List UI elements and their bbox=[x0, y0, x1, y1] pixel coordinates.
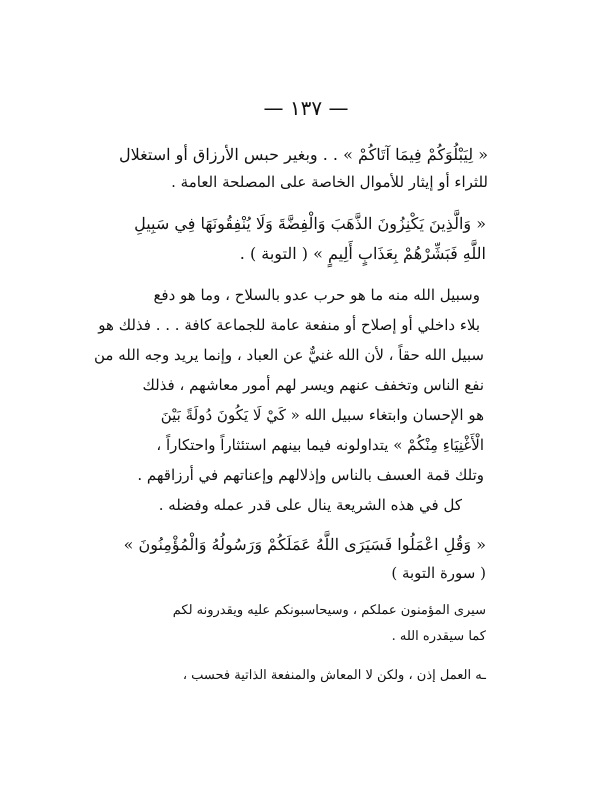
text-line: « وَقُلِ اعْمَلُوا فَسَيَرَى اللَّهُ عَمَلَكُمْ وَرَسُولُهُ وَالْمُؤْمِنُونَ » bbox=[123, 535, 486, 554]
text-line: ( سورة التوبة ) bbox=[391, 564, 486, 582]
page-number: — ١٣٧ — bbox=[263, 96, 349, 120]
text-line: للثراء أو إيثار للأموال الخاصة على المصلحة العامة . bbox=[171, 173, 488, 191]
text-line: « لِيَبْلُوَكُمْ فِيمَا آتَاكُمْ » . . وبغير حبس الأرزاق أو استغلال bbox=[119, 145, 488, 164]
text-line: الْأَغْنِيَاءِ مِنْكُمْ » يتداولونه فيما بينهم استئثاراً واحتكاراً ، bbox=[156, 436, 484, 454]
text-line: سبيل الله حقاً ، لأن الله غنيٌّ عن العباد ، وإنما يريد وجه الله من bbox=[94, 346, 484, 364]
text-line: وتلك قمة العسف بالناس وإذلالهم وإعناتهم في أرزاقهم . bbox=[137, 466, 484, 484]
text-line: اللَّهِ فَبَشِّرْهُمْ بِعَذَابٍ أَلِيمٍ » ( التوبة ) . bbox=[239, 244, 486, 263]
text-line: هو الإحسان وابتغاء سبيل الله « كَيْ لَا يَكُونَ دُولَةً بَيْنَ bbox=[160, 406, 484, 424]
text-line: كل في هذه الشريعة ينال على قدر عمله وفضله . bbox=[158, 496, 462, 514]
footnote-line: سيرى المؤمنون عملكم ، وسيحاسبونكم عليه ويقدرونه لكم bbox=[172, 603, 486, 618]
text-line: وسبيل الله منه ما هو حرب عدو بالسلاح ، وما هو دفع bbox=[153, 286, 480, 304]
text-line: « وَالَّذِينَ يَكْنِزُونَ الذَّهَبَ وَالْفِضَّةَ وَلَا يُنْفِقُونَهَا فِي سَبِيلِ bbox=[134, 214, 486, 233]
footnote-line: ـه العمل إذن ، ولكن لا المعاش والمنفعة الذاتية فحسب ، bbox=[182, 668, 486, 683]
text-line: نفع الناس وتخفف عنهم ويسر لهم أمور معاشهم ، فذلك bbox=[142, 376, 484, 394]
footnote-line: كما سيقدره الله . bbox=[391, 629, 486, 644]
text-line: بلاء داخلي أو إصلاح أو منفعة عامة للجماعة كافة . . . فذلك هو bbox=[98, 316, 480, 334]
